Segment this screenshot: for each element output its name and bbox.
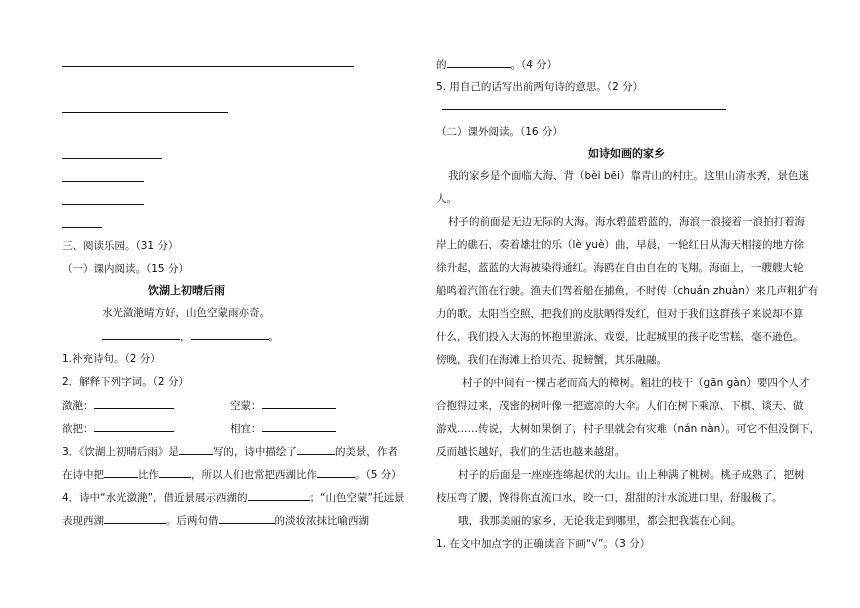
paragraph-3-line: 合抱得过来，茂密的树叶像一把遮凉的大伞。人们在树下乘凉、下棋、谈天、做 bbox=[436, 400, 804, 412]
question-1: 1.补充诗句。（2 分） bbox=[62, 353, 161, 365]
question-2-line-5 bbox=[62, 216, 102, 233]
question-4-line-1: 4．诗中“水光潋滟”，借近景展示西湖的 ；“山色空蒙”托远景 bbox=[62, 489, 404, 506]
question-1-extracurricular: 1. 在文中加点字的正确读音下画“√”。（3 分） bbox=[436, 538, 651, 550]
blank[interactable] bbox=[248, 489, 310, 501]
poem-title: 饮湖上初晴后雨 bbox=[148, 284, 225, 297]
word-2: 空蒙： bbox=[230, 397, 336, 414]
blank[interactable] bbox=[62, 147, 120, 159]
blank[interactable] bbox=[62, 101, 148, 113]
part-2-heading: （二）课外阅读。（16 分） bbox=[436, 126, 563, 138]
paragraph-2-line: 力的歌。太阳当空照，把我们的皮肤晒得发红，但对于我们这群孩子来说却不算 bbox=[436, 308, 804, 320]
question-2-line-2 bbox=[62, 147, 162, 164]
question-4-line-2: 表现西湖 。后两句借 的淡妆浓抹比喻西湖 bbox=[62, 512, 369, 529]
blank[interactable] bbox=[104, 170, 144, 182]
blank[interactable] bbox=[94, 397, 174, 409]
paragraph-3-line: 村子的中间有一棵古老而高大的樟树。粗壮的枝干（gān gàn）要四个人才 bbox=[462, 377, 810, 389]
poem-blanks: ， 。 bbox=[102, 328, 279, 345]
blank[interactable] bbox=[262, 397, 336, 409]
paragraph-3-line: 游戏……传说，大树如果倒了，村子里就会有灾难（nán nàn）。可它不但没倒下， bbox=[436, 423, 821, 435]
blank[interactable] bbox=[102, 328, 180, 340]
paragraph-5-line: 哦，我那美丽的家乡，无论我走到哪里，都会把我装在心间。 bbox=[458, 515, 742, 527]
paragraph-2-line: 傍晚，我们在海滩上拾贝壳、捉螃蟹，其乐融融。 bbox=[436, 354, 667, 366]
paragraph-2-line: 什么，我们投入大海的怀抱里游泳、戏耍，比起城里的孩子吃雪糕，毫不逊色。 bbox=[436, 331, 804, 343]
answer-line bbox=[442, 109, 726, 110]
paragraph-1-line: 人。 bbox=[436, 193, 457, 205]
blank[interactable] bbox=[179, 443, 213, 455]
part-1-heading: （一）课内阅读。（15 分） bbox=[62, 263, 189, 275]
blank[interactable] bbox=[102, 193, 144, 205]
word-3: 欲把： bbox=[62, 420, 174, 437]
question-2: 2．解释下列字词。（2 分） bbox=[62, 376, 189, 388]
blank[interactable] bbox=[159, 466, 191, 478]
blank[interactable] bbox=[94, 420, 174, 432]
blank[interactable] bbox=[62, 216, 102, 228]
section-3-heading: 三、阅读乐园。（31 分） bbox=[62, 240, 179, 252]
paragraph-3-line: 反而越长越好，我们的生活也越来越甜。 bbox=[436, 446, 625, 458]
paragraph-2-line: 徐升起，蓝蓝的大海被染得通红。海鸥在自由自在的飞翔。海面上，一艘艘大轮 bbox=[436, 262, 804, 274]
passage-title: 如诗如画的家乡 bbox=[588, 147, 665, 160]
blank[interactable] bbox=[297, 443, 335, 455]
question-3-line-2: 在诗中把 比作 ，所以人们也常把西湖比作 。（5 分） bbox=[62, 466, 402, 483]
paragraph-4-line: 枝压弯了腰，馋得你直流口水，咬一口，甜甜的汁水流进口里，舒服极了。 bbox=[436, 492, 783, 504]
blank[interactable] bbox=[148, 101, 228, 113]
paragraph-2-line: 船鸣着汽笛在行驶。渔夫们驾着船在捕鱼，不时传（chuán zhuàn）来几声粗犷有 bbox=[436, 285, 819, 297]
paragraph-2-line: 岸上的礁石，奏着雄壮的乐（lè yuè）曲，早晨，一轮红日从海天相接的地方徐 bbox=[436, 239, 805, 251]
blank[interactable] bbox=[219, 512, 275, 524]
question-2-line-1 bbox=[62, 101, 228, 118]
question-3-line-1: 3．《饮湖上初晴后雨》是 写的，诗中描绘了 的美景，作者 bbox=[62, 443, 398, 460]
paragraph-4-line: 村子的后面是一座座连绵起伏的大山。山上种满了桃树。桃子成熟了，把树 bbox=[458, 469, 805, 481]
word-1: 潋滟： bbox=[62, 397, 174, 414]
paragraph-2-line: 村子的前面是无边无际的大海。海水碧蓝碧蓝的，海浪一浪接着一浪拍打着海 bbox=[448, 216, 805, 228]
question-2-line-4 bbox=[62, 193, 144, 210]
word-4: 相宜： bbox=[230, 420, 336, 437]
blank[interactable] bbox=[62, 170, 104, 182]
blank[interactable] bbox=[104, 512, 166, 524]
blank[interactable] bbox=[104, 466, 138, 478]
question-4-continued: 的 。（4 分） bbox=[436, 56, 557, 73]
blank[interactable] bbox=[62, 193, 102, 205]
question-5: 5. 用自己的话写出前两句诗的意思。（2 分） bbox=[436, 81, 644, 93]
question-2-line-3 bbox=[62, 170, 144, 187]
blank[interactable] bbox=[262, 420, 336, 432]
answer-line bbox=[62, 66, 354, 67]
paragraph-1-line: 我的家乡是个面临大海、背（bèi bēi）靠青山的村庄。这里山清水秀，景色迷 bbox=[448, 170, 809, 182]
blank[interactable] bbox=[447, 56, 511, 68]
blank[interactable] bbox=[120, 147, 162, 159]
blank[interactable] bbox=[191, 328, 269, 340]
blank[interactable] bbox=[317, 466, 355, 478]
poem-line: 水光潋滟晴方好，山色空蒙雨亦奇。 bbox=[102, 307, 270, 319]
